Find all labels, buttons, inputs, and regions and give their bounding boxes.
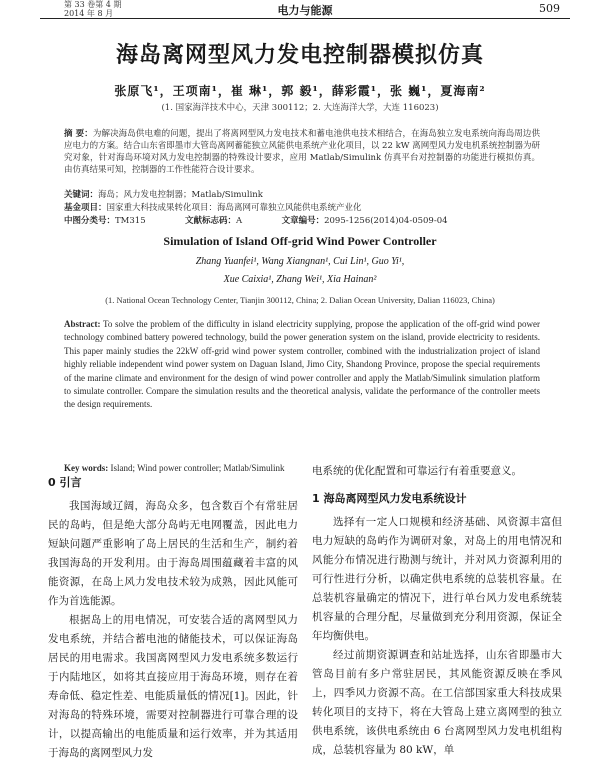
article-number-value: 2095-1256(2014)04-0509-04 <box>324 216 448 226</box>
section-0-heading: 0 引言 <box>48 476 82 489</box>
article-number-label: 文章编号： <box>281 216 325 226</box>
publication-date: 2014 年 8 月 <box>64 9 114 18</box>
abstract-en-text: To solve the problem of the difficulty in island electricity supplying, propose the application of the off-grid wind power technology combined battery powered technology, build the power generation system on the island, provide electricity to residents. This paper mainly studies the 22kW off-grid wind power system controller, combined with the industrialization project of island highly reliable independent wind power system on Daguan Island, Jimo City, Shandong Province, propose the special requirements of the marine climate and environment for the design of wind power controller and apply the Matlab/Simulink simulation platform to simulate controller. Compare the simulation results and the theoretical analysis, validate the performance of the controller meets the design requirements. <box>64 319 540 410</box>
clc-value: TM315 <box>115 216 146 226</box>
authors-cn: 张原飞¹，王项南¹，崔 琳¹，郭 毅¹，薛彩霞¹，张 巍¹，夏海南² <box>114 84 486 98</box>
keywords-cn-text: 海岛；风力发电控制器；Matlab/Simulink <box>98 190 263 200</box>
journal-name: 电力与能源 <box>277 4 333 17</box>
volume-issue: 第 33 卷第 4 期 <box>64 0 122 9</box>
abstract-cn-text: 为解决海岛供电难的问题，提出了将离网型风力发电技术和蓄电池供电技术相结合，在海岛独立发电系统向海岛周边供应电力的方案。结合山东省即墨市大管岛离网蓄能独立风能供电系统产业化项目，以 22 kW 离网型风力发电机系统控制器为研究对象，针对海岛环境对风力发电控制器的特殊设计要求，应用 Matlab/Simulink 仿真平台对控制器的功能进行模拟仿真。由仿真结果可知，控制器的工作性能符合设计要求。 <box>64 129 540 175</box>
section-1-heading: 1 海岛离网型风力发电系统设计 <box>312 492 467 505</box>
running-header <box>40 0 570 19</box>
authors-en-line1: Zhang Yuanfei¹, Wang Xiangnan¹, Cui Lin¹, Guo Yi¹, <box>195 256 405 267</box>
doc-code-value: A <box>236 216 243 226</box>
authors-en-line2: Xue Caixia¹, Zhang Wei¹, Xia Hainan² <box>223 274 377 285</box>
paper-title-en: Simulation of Island Off-grid Wind Power Controller <box>163 234 437 248</box>
clc-label: 中图分类号： <box>64 216 116 226</box>
keywords-en-text: Island; Wind power controller; Matlab/Simulink <box>110 463 285 473</box>
doc-code-label: 文献标志码： <box>185 216 237 226</box>
abstract-en-label: Abstract: <box>64 319 101 329</box>
section-1-paragraph: 经过前期资源调查和站址选择，山东省即墨市大管岛目前有多户常驻居民，其风能资源反映在季风上，四季风力资源不高。在工信部国家重大科技成果转化项目的支持下，将在大管岛上建立离网型的独立供电系统，该供电系统由 6 台离网型风力发电机组构成，总装机容量为 80 kW，单 <box>312 649 562 756</box>
keywords-en-label: Key words: <box>64 463 109 473</box>
abstract-cn-label: 摘 要： <box>64 129 93 139</box>
paper-title-cn: 海岛离网型风力发电控制器模拟仿真 <box>115 42 484 68</box>
section-1-body <box>312 513 562 760</box>
section-1-paragraph: 选择有一定人口规模和经济基础、风资源丰富但电力短缺的岛屿作为调研对象，对岛上的用电情况和风能分布情况进行勘测与统计，并对风力资源利用的可行性进行分析，以确定供电系统的总装机容量。在总装机容量确定的情况下，进行单台风力发电系统装机容量的合理分配，尽量做到充分利用资源，保证全年均衡供电。 <box>312 516 562 642</box>
section-0-continuation: 电系统的优化配置和可靠运行有着重要意义。 <box>312 465 522 477</box>
affiliation-en: (1. National Ocean Technology Center, Tianjin 300112, China; 2. Dalian Ocean University, Dalian 116023, China) <box>105 295 495 305</box>
section-0-paragraph: 我国海域辽阔，海岛众多，包含数百个有常驻居民的岛屿，但是绝大部分岛屿无电网覆盖，因此电力短缺问题严重影响了岛上居民的生活和生产，制约着我国海岛的开发利用。由于海岛周围蕴藏着丰富的风能资源，在岛上风力发电技术较为成熟，因此风能可作为首选能源。 <box>48 500 298 607</box>
fund-text: 国家重大科技成果转化项目：海岛离网可靠独立风能供电系统产业化 <box>106 203 362 213</box>
abstract-en <box>64 318 540 412</box>
fund-label: 基金项目： <box>64 203 107 213</box>
classification-row <box>64 214 540 226</box>
page-number: 509 <box>539 2 560 15</box>
section-0-paragraph: 根据岛上的用电情况，可安装合适的离网型风力发电系统，并结合蓄电池的储能技术，可以保证海岛居民的用电需求。我国离网型风力发电系统多数运行于内陆地区，如将其直接应用于海岛环境，则存在着寿命低、稳定性差、电能质量低的情况[1]。因此，针对海岛的特殊环境，需要对控制器进行可靠合理的设计，以提高输出的电能质量和运行效率，并为其适用于海岛的离网型风力发 <box>48 614 298 759</box>
fund-info <box>64 201 540 213</box>
section-0-body <box>48 497 298 763</box>
keywords-cn <box>64 188 540 200</box>
keywords-cn-label: 关键词： <box>64 190 99 200</box>
abstract-cn <box>64 128 540 176</box>
affiliation-cn: (1. 国家海洋技术中心，天津 300112；2. 大连海洋大学，大连 116023) <box>161 103 439 113</box>
